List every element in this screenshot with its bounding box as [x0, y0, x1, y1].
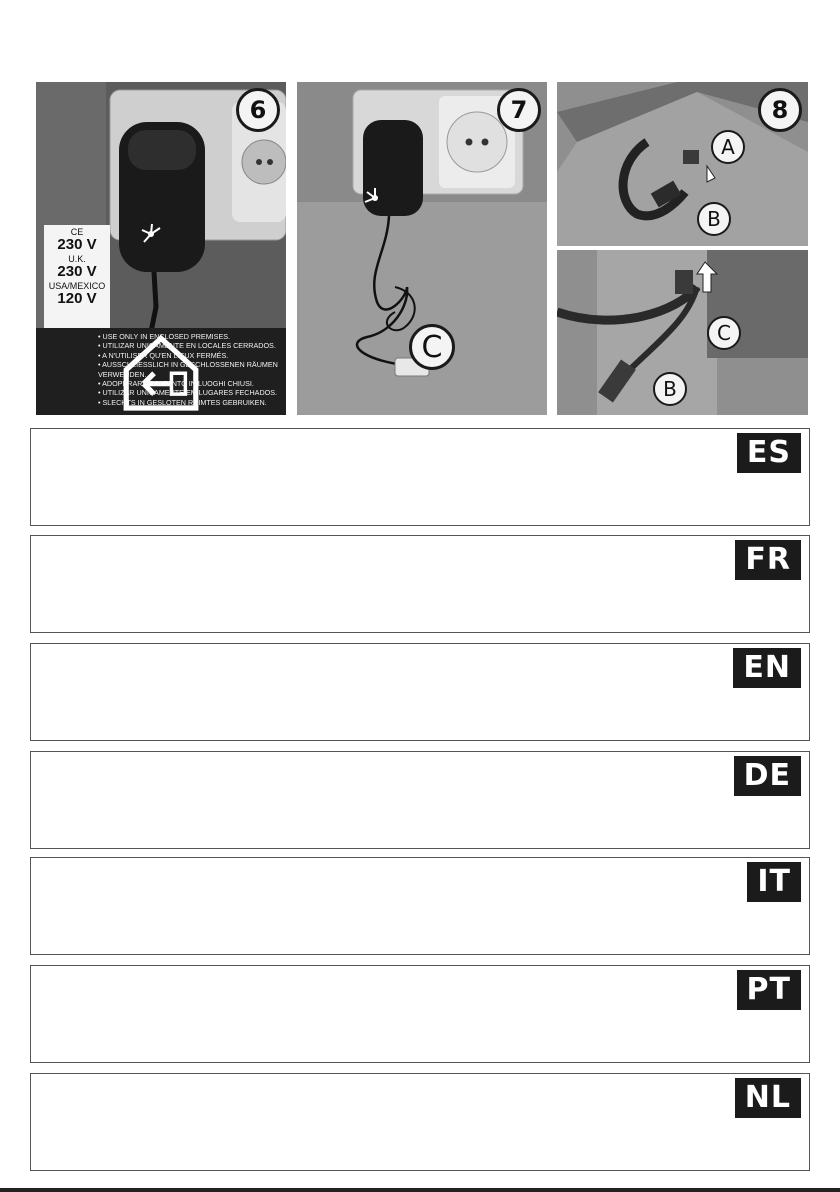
warning-line: • SLECHTS IN GESLOTEN RUIMTES GEBRUIKEN.	[98, 397, 267, 407]
voltage-region-usa: USA/MEXICO	[48, 281, 106, 291]
figure-divider	[557, 246, 808, 250]
warning-list	[98, 332, 286, 407]
callout-c: C	[707, 316, 741, 350]
voltage-label-box	[44, 225, 110, 337]
lang-section-nl	[30, 1073, 810, 1171]
warning-line: • AUSSCHLIESSLICH IN GESCHLOSSENEN RÄUMEN VERWENDEN.	[98, 360, 278, 379]
lang-tag: EN	[733, 648, 801, 688]
callout-a: A	[711, 130, 745, 164]
lang-section-en	[30, 643, 810, 741]
voltage-value-usa: 120 V	[57, 290, 97, 307]
lang-section-pt	[30, 965, 810, 1063]
voltage-value-uk: 230 V	[57, 263, 97, 280]
step-number-6: 6	[236, 88, 280, 132]
lang-tag: NL	[735, 1078, 801, 1118]
lang-tag: IT	[747, 862, 801, 902]
voltage-region-uk: U.K.	[68, 254, 86, 264]
lang-section-it	[30, 857, 810, 955]
voltage-region-ce: CE	[70, 227, 84, 237]
figure-step-8	[557, 82, 808, 415]
lang-section-es	[30, 428, 810, 526]
callout-b: B	[697, 202, 731, 236]
figure-step-7	[297, 82, 547, 415]
callout-b: B	[653, 372, 687, 406]
lang-section-fr	[30, 535, 810, 633]
lang-tag: PT	[737, 970, 801, 1010]
warning-line: • ADOPERARE SOLTANTO IN LUOGHI CHIUSI.	[98, 379, 254, 389]
warning-line: • A N'UTILISER QU'EN LIEUX FERMÉS.	[98, 350, 229, 360]
step-number-7: 7	[497, 88, 541, 132]
lang-tag: FR	[735, 540, 801, 580]
figure-step-6	[36, 82, 286, 415]
page-bottom-rule	[0, 1188, 840, 1192]
warning-line: • UTILIZAR UNICAMENTE EN LOCALES CERRADOS.	[98, 341, 276, 351]
lang-tag: ES	[737, 433, 801, 473]
voltage-value-ce: 230 V	[57, 236, 97, 253]
step-number-8: 8	[758, 88, 802, 132]
indoor-use-warning	[36, 328, 286, 415]
lang-section-de	[30, 751, 810, 849]
lang-tag: DE	[734, 756, 801, 796]
warning-line: • USE ONLY IN ENCLOSED PREMISES.	[98, 332, 231, 341]
warning-line: • UTILIZAR UNICAMENTE EM LUGARES FECHADOS.	[98, 388, 278, 398]
callout-c: C	[409, 324, 455, 370]
